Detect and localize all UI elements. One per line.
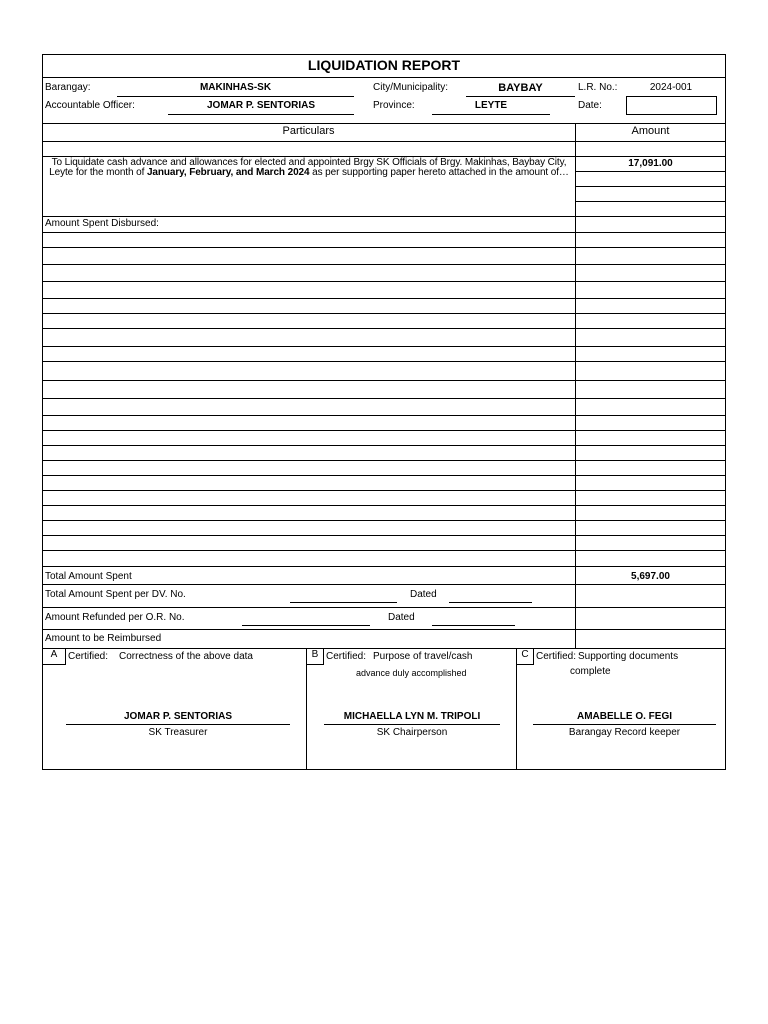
row-line bbox=[42, 313, 726, 314]
row-line bbox=[42, 566, 726, 567]
row-line bbox=[42, 584, 726, 585]
certification-divider-bc bbox=[516, 648, 517, 769]
total-spent-label: Total Amount Spent bbox=[45, 571, 132, 582]
dv-date-line[interactable] bbox=[449, 602, 532, 603]
cert-b-letter: B bbox=[311, 649, 319, 660]
cert-b-certified: Certified: bbox=[326, 651, 367, 662]
row-line bbox=[42, 505, 726, 506]
amount-header: Amount bbox=[631, 125, 670, 137]
description-amount: 17,091.00 bbox=[628, 158, 673, 169]
row-line bbox=[42, 629, 726, 630]
cert-b-text: Purpose of travel/cash bbox=[373, 651, 473, 662]
certification-divider bbox=[42, 648, 726, 649]
amount-row-line bbox=[575, 201, 726, 202]
row-line bbox=[42, 298, 726, 299]
row-line bbox=[42, 535, 726, 536]
row-line bbox=[42, 445, 726, 446]
row-line bbox=[42, 232, 726, 233]
particulars-header: Particulars bbox=[282, 125, 335, 137]
row-line bbox=[42, 247, 726, 248]
city-underline bbox=[466, 96, 575, 97]
row-line bbox=[42, 264, 726, 265]
certification-divider-ab bbox=[306, 648, 307, 769]
row-line bbox=[42, 281, 726, 282]
cert-c-certified: Certified: bbox=[536, 651, 577, 662]
per-dv-label: Total Amount Spent per DV. No. bbox=[45, 589, 186, 600]
total-spent-value: 5,697.00 bbox=[631, 571, 670, 582]
province-underline bbox=[432, 114, 550, 115]
row-line bbox=[42, 520, 726, 521]
description-divider bbox=[42, 216, 726, 217]
row-line bbox=[42, 415, 726, 416]
cert-b-signature-line bbox=[324, 724, 500, 725]
column-header-divider bbox=[42, 141, 726, 142]
cert-b-text2: advance duly accomplished bbox=[356, 668, 467, 678]
description-text bbox=[48, 158, 570, 177]
or-number-line[interactable] bbox=[242, 625, 370, 626]
barangay-underline bbox=[117, 96, 354, 97]
row-line bbox=[42, 380, 726, 381]
province-label: Province: bbox=[373, 100, 415, 111]
cert-a-position: SK Treasurer bbox=[148, 727, 208, 738]
description-part1: To Liquidate cash advance and allowances for elected and appointed Brgy SK Officials of Brgy. Makinhas, Baybay City, Leyte for the month of bbox=[49, 157, 567, 178]
dv-number-line[interactable] bbox=[290, 602, 397, 603]
row-line bbox=[42, 475, 726, 476]
city-value: BAYBAY bbox=[498, 82, 543, 94]
row-line bbox=[42, 361, 726, 362]
cert-c-signature-line bbox=[533, 724, 716, 725]
barangay-label: Barangay: bbox=[45, 82, 91, 93]
row-line bbox=[42, 490, 726, 491]
amount-row-line bbox=[575, 186, 726, 187]
cert-b-name: MICHAELLA LYN M. TRIPOLI bbox=[343, 711, 481, 722]
title-divider bbox=[42, 77, 726, 78]
cert-b-position: SK Chairperson bbox=[376, 727, 448, 738]
cert-c-text2: complete bbox=[570, 666, 611, 677]
date-label: Date: bbox=[578, 100, 602, 111]
date-field[interactable] bbox=[626, 96, 717, 115]
refunded-label: Amount Refunded per O.R. No. bbox=[45, 612, 185, 623]
page-title: LIQUIDATION REPORT bbox=[307, 57, 461, 73]
cert-c-letter: C bbox=[521, 649, 529, 660]
province-value: LEYTE bbox=[474, 100, 508, 111]
reimbursed-label: Amount to be Reimbursed bbox=[45, 633, 162, 644]
cert-c-position: Barangay Record keeper bbox=[568, 727, 681, 738]
row-line bbox=[42, 398, 726, 399]
cert-a-name: JOMAR P. SENTORIAS bbox=[124, 711, 232, 722]
officer-value: JOMAR P. SENTORIAS bbox=[207, 100, 315, 111]
amount-row-line bbox=[575, 171, 726, 172]
officer-underline bbox=[168, 114, 354, 115]
city-label: City/Municipality: bbox=[373, 82, 449, 93]
header-divider bbox=[42, 123, 726, 124]
refunded-dated-label: Dated bbox=[388, 612, 415, 623]
officer-label: Accountable Officer: bbox=[45, 100, 135, 111]
row-line bbox=[42, 460, 726, 461]
cert-a-letter: A bbox=[50, 649, 58, 660]
row-line bbox=[42, 607, 726, 608]
spent-label: Amount Spent Disbursed: bbox=[45, 218, 159, 229]
lr-value: 2024-001 bbox=[649, 82, 693, 93]
row-line bbox=[42, 346, 726, 347]
description-period: January, February, and March 2024 bbox=[146, 166, 310, 178]
barangay-value: MAKINHAS-SK bbox=[199, 82, 272, 93]
lr-label: L.R. No.: bbox=[578, 82, 618, 93]
cert-c-name: AMABELLE O. FEGI bbox=[577, 711, 672, 722]
row-line bbox=[42, 550, 726, 551]
cert-c-text: Supporting documents bbox=[578, 651, 679, 662]
per-dv-dated-label: Dated bbox=[410, 589, 437, 600]
description-part2: as per supporting paper hereto attached in the amount of… bbox=[309, 166, 569, 178]
or-date-line[interactable] bbox=[432, 625, 515, 626]
row-line bbox=[42, 430, 726, 431]
cert-a-certified: Certified: bbox=[68, 651, 109, 662]
cert-a-text: Correctness of the above data bbox=[119, 651, 253, 662]
cert-a-signature-line bbox=[66, 724, 290, 725]
row-line bbox=[42, 328, 726, 329]
